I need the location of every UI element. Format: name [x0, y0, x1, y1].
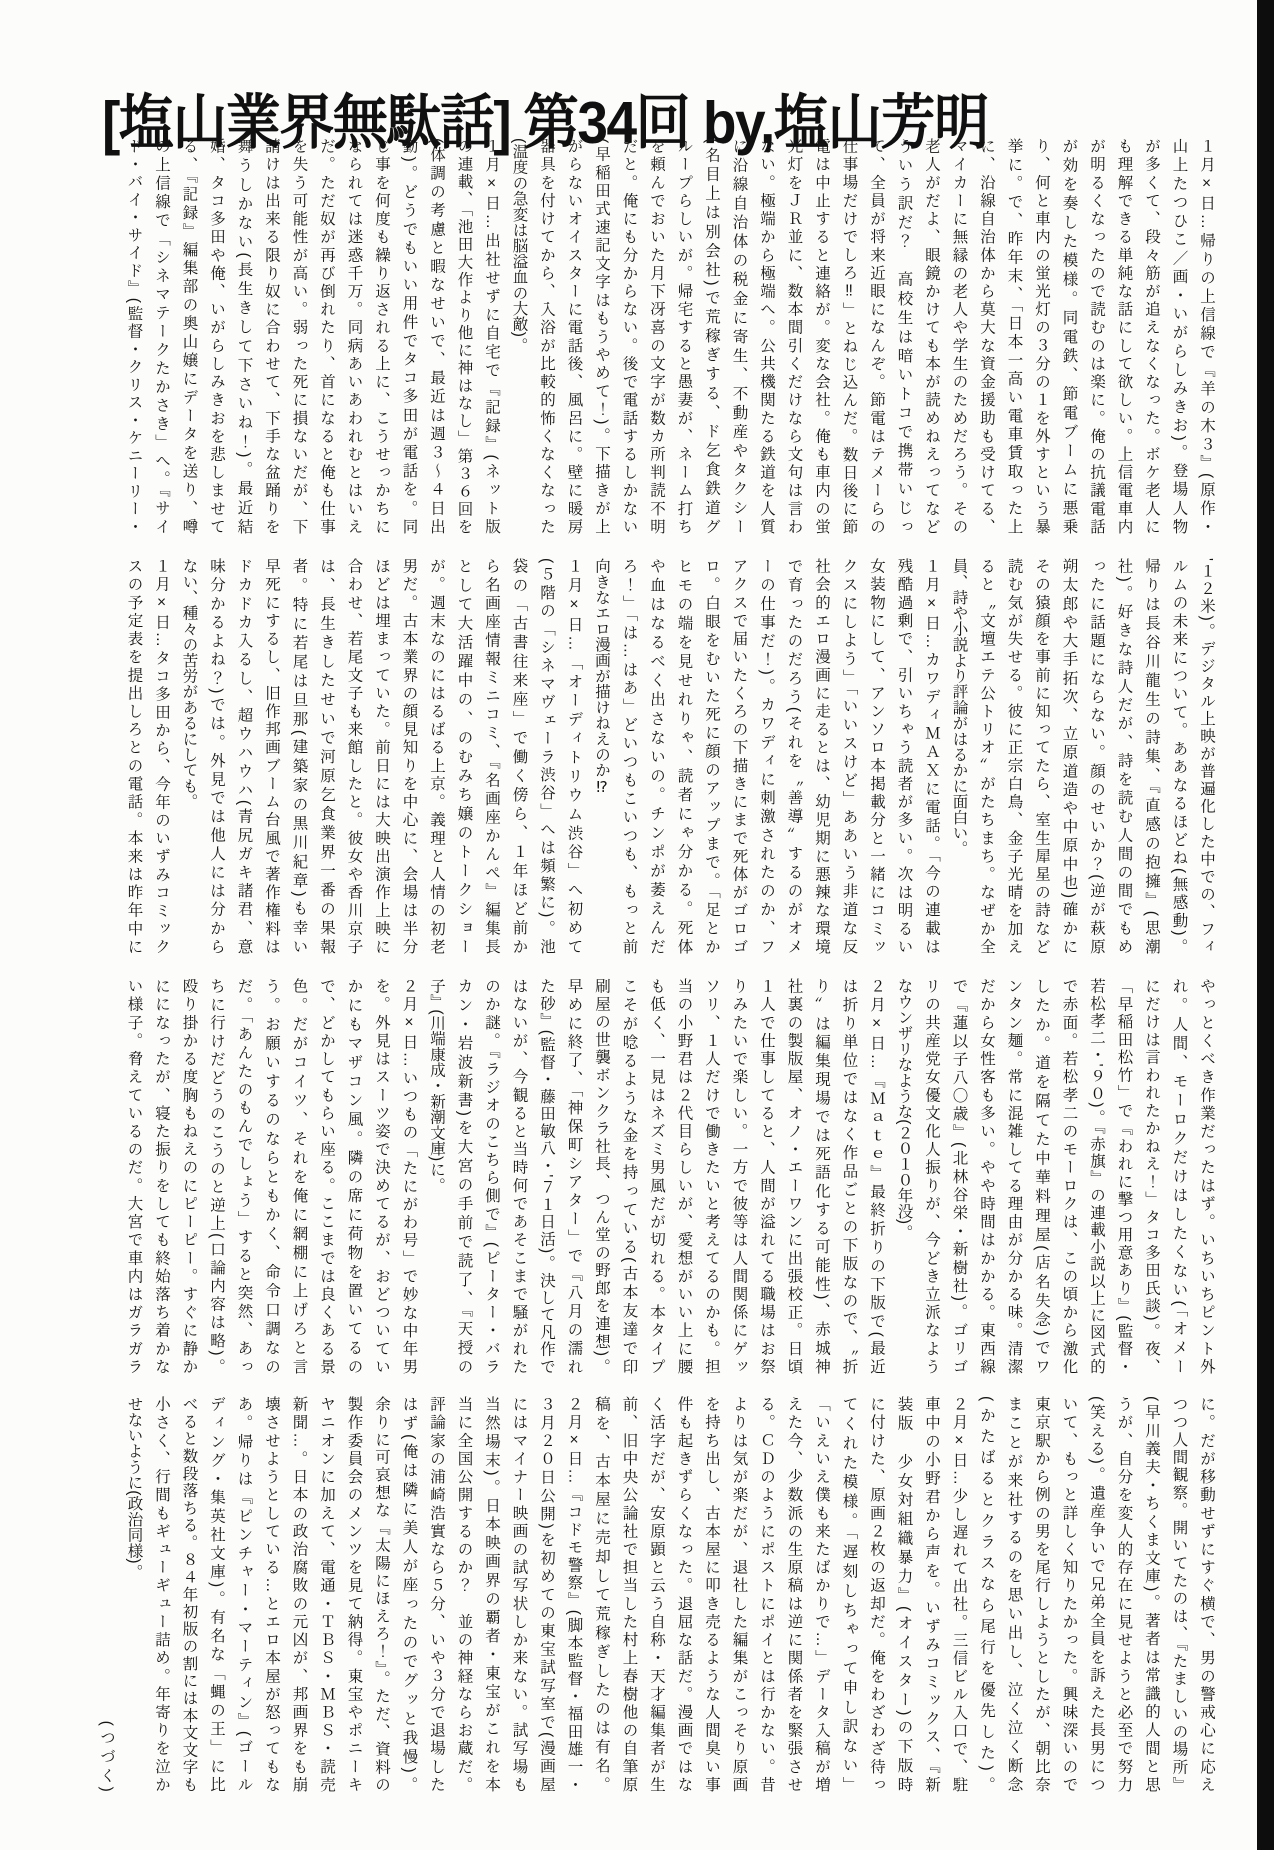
text-column: を持ち出し、古本屋に叩き売るような人間臭い事: [703, 1396, 720, 1792]
text-column: ういう訳だ？ 高校生は暗いトコで携帯いじっ: [895, 138, 913, 534]
text-column: の上信線で「シネマテークたかさき」へ。『サイ: [153, 138, 170, 534]
text-column: く活字だが、安原顕と云う自称・天才編集者が生: [648, 1396, 665, 1792]
text-column: 早めに終了、「神保町シアター」で『八月の濡れ: [565, 978, 583, 1374]
text-column: がらないオイスターに電話後、風呂に。壁に暖房: [565, 138, 583, 534]
text-column: マイカーに無縁の老人や学生のためだろう。その: [950, 138, 968, 534]
text-column: を失う可能性が高い。弱った死に損ないだが、下: [290, 138, 308, 534]
text-column: ると〝文壇エテ公トリオ〟がたちまち。なぜか全: [978, 558, 995, 954]
text-column: ほどは埋まっていた。前日には大映出演作上映に: [373, 558, 390, 954]
text-column: うが、自分を変人的存在に見せようと必至で努力: [1115, 1396, 1133, 1792]
text-column: に、沿線自治体から莫大な資金援助も受けてる、: [978, 138, 995, 534]
text-column: ２月×日…『コドモ警察』(脚本監督・福田雄一・: [565, 1396, 583, 1792]
text-column: は、長生きしたせいで河原乞食業界一番の果報: [318, 558, 335, 954]
text-column: アクスで届いたくろの下描きにまで死体がゴロゴ: [730, 558, 748, 954]
text-column: 前、旧中央公論社で担当した村上春樹他の自筆原: [620, 1396, 638, 1792]
text-column: だ。ただ奴が再び倒れたり、首になると俺も仕事: [318, 138, 335, 534]
text-column: 色。だがコイツ、それを俺に網棚に上げろと言: [290, 978, 308, 1374]
text-column: 読む気が失せる。彼に正宗白鳥、金子光晴を加え: [1005, 558, 1023, 954]
text-band-1: [90, 138, 1220, 534]
text-column: て、全員が将来近眼になんぞ。節電はテメーらの: [868, 138, 885, 534]
text-column: で、どかしてもらい座る。ここまでは良くある景: [318, 978, 335, 1374]
text-column: 舞うしかない(長生きして下さいね！)。最近結: [235, 138, 253, 534]
text-column: 社会的エロ漫画に走るとは、幼児期に悪辣な環境: [813, 558, 830, 954]
text-column: (早稲田式速記文字はもうやめて！)。下描きが上: [593, 138, 610, 534]
text-column: １月×日…タコ多田から、今年のいずみコミック: [153, 558, 170, 954]
text-column: 女装物にして、アンソロ本掲載分と一緒にコミッ: [868, 558, 885, 954]
text-column: 向きなエロ漫画が描けねえのか⁉: [593, 558, 610, 796]
text-column: ルムの未来について。ああなるほどね(無感動)。: [1170, 558, 1188, 954]
text-column: る、『記録』編集部の奥山嬢にデータを送り、噂: [180, 138, 198, 534]
text-column: １月×日…カワディＭＡＸに電話。「今の連載は: [923, 558, 940, 954]
text-column: １人で仕事してると、人間が溢れてる職場はお祭: [758, 978, 775, 1374]
text-column: が明るくなったので読むのは楽に。俺の抗議電話: [1088, 138, 1105, 534]
text-column: 挙に。で、昨年末、「日本一高い電車賃取った上: [1005, 138, 1023, 534]
text-column: 器具を付けてから、入浴が比較的怖くなくなった: [538, 138, 555, 534]
text-column: 当に全国公開するのか？ 並の神経ならお蔵だ。: [455, 1396, 473, 1792]
text-column: 男だ。古本業界の顔見知りを中心に、会場は半分: [400, 558, 418, 954]
text-column: 朔太郎や大手拓次、立原道造や中原中也)確かに: [1060, 558, 1078, 954]
text-column: (早川義夫・ちくま文庫)。著者は常識的人間と思: [1143, 1396, 1160, 1792]
text-column: はないが、今観ると当時何であそこまで騒がれた: [510, 978, 528, 1374]
text-column: 東京駅から例の男を尾行しようとしたが、朝比奈: [1033, 1396, 1050, 1792]
text-column: '１２米)。デジタル上映が普遍化した中での、フィ: [1198, 558, 1215, 954]
text-column: で赤面。若松孝二のモーロクは、この頃から激化: [1060, 978, 1078, 1374]
text-column: 請けは出来る限り奴に合わせて、下手な盆踊りを: [263, 138, 280, 534]
text-column: 装版 少女対組織暴力』(オイスター)の下版時: [895, 1396, 913, 1792]
text-column: (温度の急変は脳溢血の大敵)。: [510, 138, 528, 353]
text-column: が多くて、段々筋が追えなくなった。ボケ老人に: [1143, 138, 1160, 534]
text-column: 「早稲田松竹」で『われに撃つ用意あり』(監督・: [1115, 978, 1133, 1374]
text-column: 老人がだよ、眼鏡かけても本が読めねえってなど: [923, 138, 940, 534]
text-column: 者。特に若尾は旦那(建築家の黒川紀章)も幸い: [290, 558, 308, 954]
text-column: た砂』(監督・藤田敏八・'７１日活)。決して凡作で: [538, 978, 555, 1374]
text-column: 社裏の製版屋、オノ・エーワンに出張校正。日頃: [785, 978, 803, 1374]
text-column: 早死にするし、旧作邦画ブーム台風で著作権料は: [263, 558, 280, 954]
text-column: 件も起きずらくなった。退屈な話だ。漫画ではな: [675, 1396, 693, 1792]
text-column: ループらしいが。帰宅すると愚妻が、ネーム打ち: [675, 138, 693, 534]
text-column: も理解できる単純な話にして欲しい。上信電車内: [1115, 138, 1133, 534]
text-column: べると数段落ちる。８４年初版の割には本文文字も: [180, 1396, 198, 1792]
text-column: にはマイナー映画の試写状しか来ない。試写場も: [510, 1396, 528, 1792]
text-column: (つづく): [98, 1396, 115, 1792]
text-column: を。外見はスーツ姿で決めてるが、おどついてい: [373, 978, 390, 1374]
text-column: だ。「あんたのもんでしょう」すると突然、あっ: [235, 978, 253, 1374]
text-column: 殴り掛かる度胸もねえのにピーピー。すぐに静か: [180, 978, 198, 1374]
text-column: つつ人間観察。開いてたのは、『たましいの場所』: [1170, 1396, 1188, 1792]
text-column: ンタン麺。常に混雑してる理由が分かる味。清潔: [1005, 978, 1023, 1374]
text-column: 車中の小野君から声を。いずみコミックス、『新: [923, 1396, 940, 1792]
text-column: １月×日…「オーディトリウム渋谷」へ初めて: [565, 558, 583, 954]
text-column: ２月×日…少し遅れて出社。三信ビル入口で、駐: [950, 1396, 968, 1792]
text-column: 勤)。どうでもいい用件でタコ多田が電話を。同: [400, 138, 418, 534]
text-column: (体調の考慮と暇なせいで、最近は週３～４日出: [428, 138, 445, 534]
text-column: その猿顔を事前に知ってたら、室生犀星の詩など: [1033, 558, 1050, 954]
text-column: る。ＣＤのようにポストにポイとは行かない。昔: [758, 1396, 775, 1792]
text-column: まことが来社するのを思い出し、泣く泣く断念: [1005, 1396, 1023, 1792]
text-column: 評論家の浦崎浩實なら５分、いや３分で退場した: [428, 1396, 445, 1792]
text-column: よりは気が楽だが、退社した編集がこっそり原画: [730, 1396, 748, 1792]
text-column: ちに行けだどうのこうのと逆上(口論内容は略)。: [208, 978, 225, 1374]
text-column: 社)。好きな詩人だが、詩を読む人間の間でもめ: [1115, 558, 1133, 954]
column-title: [塩山業界無駄話] 第34回 by,塩山芳明: [102, 88, 988, 156]
text-column: したか。道を隔てた中華料理屋(店名失念)でワ: [1033, 978, 1050, 1374]
text-column: 合わせ、若尾文子も来館したと。彼女や香川京子: [345, 558, 363, 954]
text-column: が効を奏した模様。同電鉄、節電ブームに悪乗: [1060, 138, 1078, 534]
text-column: (笑える)。遺産争いで兄弟全員を訴えた長男につ: [1088, 1396, 1105, 1792]
text-column: ったに話題にならない。顔のせいか？(逆が萩原: [1088, 558, 1105, 954]
text-column: 壊させようとしている…とエロ本屋が怒ってもな: [263, 1396, 280, 1792]
text-column: 稿を、古本屋に売却して荒稼ぎしたのは有名。: [593, 1396, 610, 1792]
text-column: クスにしよう」「いいスけど」ああいう非道な反: [840, 558, 858, 954]
text-column: ド・バイ・サイド』(監督・クリス・ケニーリー・: [125, 138, 143, 534]
text-column: 光灯をＪＲ並に、数本間引くだけなら文句は言わ: [785, 138, 803, 534]
text-column: こそが唸るような金を持っている(古本友達で印: [620, 978, 638, 1374]
text-column: ２月×日…『Ｍａｔｅ』最終折りの下版で(最近: [868, 978, 885, 1374]
text-column: 小さく、行間もギューギュー詰め。年寄りを泣か: [153, 1396, 170, 1792]
text-column: や血はなるべく出さないの。チンポが萎えんだ: [648, 558, 665, 954]
text-column: ない。極端から極端へ。公共機関たる鉄道を人質: [758, 138, 775, 534]
text-column: じ事を何度も繰り返される上に、こうせっかちに: [373, 138, 390, 534]
text-column: ソリ、１人だけで働きたいと考えてるのかも。担: [703, 978, 720, 1374]
text-column: を頼んでおいた月下冴喜の文字が数カ所判読不明: [648, 138, 665, 534]
text-column: ーの仕事だ！)。カワディに刺激されたのか、フ: [758, 558, 775, 954]
text-column: にになったが、寝た振りをしても終始落ち着かな: [153, 978, 170, 1374]
text-column: に沿線自治体の税金に寄生、不動産やタクシー: [730, 138, 748, 534]
text-column: スの予定表を提出しろとの電話。本来は昨年中に: [125, 558, 143, 954]
text-column: に。だが移動せずにすぐ横で、男の警戒心に応え: [1198, 1396, 1215, 1792]
text-column: 残酷過剰で、引いちゃう読者が多い。次は明るい: [895, 558, 913, 954]
scan-edge-bar: [1257, 0, 1274, 1850]
text-column: れ。人間、モーロクだけはしたくない(「オメー: [1170, 978, 1188, 1374]
text-column: １月×日…帰りの上信線で『羊の木３』(原作・: [1198, 138, 1215, 534]
text-column: 製作委員会のメンツを見て納得。東宝やポニーキ: [345, 1396, 363, 1792]
text-column: で『蓮以子八〇歳』(北林谷栄・新樹社)。ゴリゴ: [950, 978, 968, 1374]
text-column: 当の小野君は２代目らしいが、愛想がいい上に腰: [675, 978, 693, 1374]
text-column: ヒモの端を見せれりゃ、読者にゃ分かる。死体: [675, 558, 693, 954]
text-column: 電は中止すると連絡が。変な会社。俺も車内の蛍: [813, 138, 830, 534]
text-column: 員、詩や小説より評論がはるかに面白い。: [950, 558, 968, 857]
text-column: (かたばるとクラスなら尾行を優先した)。: [978, 1396, 995, 1792]
text-column: 袋の「古書往来座」で働く傍ら、１年ほど前か: [510, 558, 528, 954]
text-column: 婚、タコ多田や俺、いがらしみきおを悲しませて: [208, 138, 225, 534]
text-column: 「いえいえ僕も来たばかりで…」データ入稿が増: [813, 1396, 830, 1792]
text-column: １月×日…出社せずに自宅で『記録』(ネット版: [483, 138, 500, 534]
text-column: ロ。白眼をむいた死に顔のアップまで。「足とか: [703, 558, 720, 954]
text-column: なられては迷惑千万。同病あいあわれむとはいえ: [345, 138, 363, 534]
text-column: 刷屋の世襲ボンクラ社長、つん堂の野郎を連想)。: [593, 978, 610, 1374]
text-column: ２月×日…いつもの「たにがわ号」で妙な中年男: [400, 978, 418, 1374]
text-column: えた今、少数派の生原稿は逆に関係者を緊張させ: [785, 1396, 803, 1792]
text-band-3: [90, 978, 1220, 1374]
text-column: 味分かるよね？)では。外見では他人には分から: [208, 558, 225, 954]
text-column: (５階の「シネマヴェーラ渋谷」へは頻繁に)。池: [538, 558, 555, 954]
text-column: 仕事場だけでしろ‼」とねじ込んだ。数日後に節: [840, 138, 858, 534]
text-column: 子』(川端康成・新潮文庫)に。: [428, 978, 445, 1193]
text-column: 若松孝二・'９０)。『赤旗』の連載小説以上に図式的: [1088, 978, 1105, 1374]
text-column: なウンザリなような(２０１０年没)。: [895, 978, 913, 1240]
text-column: り〟は編集現場では死語化する可能性)、赤城神: [813, 978, 830, 1374]
text-column: (名目上は別会社)で荒稼ぎする、ド乞食鉄道グ: [703, 138, 720, 534]
text-column: 帰りは長谷川龍生の詩集、『直感の抱擁』(思潮: [1143, 558, 1160, 954]
text-column: 新聞…。日本の政治腐敗の元凶が、邦画界をも崩: [290, 1396, 308, 1792]
text-column: かにもマザコン風。隣の席に荷物を置いてるの: [345, 978, 363, 1374]
text-column: で育ったのだろう(それを〝善導〟するのがオメ: [785, 558, 803, 954]
text-column: はず(俺は隣に美人が座ったのでグッと我慢)。: [400, 1396, 418, 1792]
text-band-4: [90, 1396, 1220, 1792]
text-column: として大活躍中の、のむみち嬢のトークショー: [455, 558, 473, 954]
text-column: に付けた、原画２枚の返却だ。俺をわざわざ待っ: [868, 1396, 885, 1792]
text-column: ら名画座情報ミニコミ、『名画座かんぺ』編集長: [483, 558, 500, 954]
text-column: ない、種々の苦労があるにしても。: [180, 558, 198, 810]
text-column: てくれた模様。「遅刻しちゃって申し訳ない」: [840, 1396, 858, 1792]
text-column: だから女性客も多い。やや時間はかかる。東西線: [978, 978, 995, 1374]
text-column: ディング・集英社文庫)。有名な「蝿の王」に比: [208, 1396, 225, 1792]
text-column: のか謎。『ラジオのこちら側で』(ピーター・バラ: [483, 978, 500, 1374]
text-column: ろ！」「は…はあ」どいつもこいつも、もっと前: [620, 558, 638, 954]
text-column: 余りに可哀想な『太陽にほえろ！』。ただ、資料の: [373, 1396, 390, 1792]
text-column: にだけは言われたかねえ！」タコ多田氏談)。夜、: [1143, 978, 1160, 1374]
text-column: ドカドカ入るし、超ウハウハ(青尻ガキ諸君、意: [235, 558, 253, 954]
text-column: も低く、一見はネズミ男風だが切れる。本タイプ: [648, 978, 665, 1374]
text-column: いて、もっと詳しく知りたかった。興味深いので: [1060, 1396, 1078, 1792]
text-column: 山上たつひこ／画・いがらしみきお)。登場人物: [1170, 138, 1188, 534]
text-column: りみたいで楽しい。一方で彼等は人間関係にゲッ: [730, 978, 748, 1374]
text-column: 当然場末)。日本映画界の覇者・東宝がこれを本: [483, 1396, 500, 1792]
text-column: カン・岩波新書)を大宮の手前で読了、『天授の: [455, 978, 473, 1374]
text-column: い様子。脅えているのだ。大宮で車内はガラガラ: [125, 978, 143, 1374]
text-band-2: [90, 558, 1220, 954]
text-column: あ。帰りは『ピンチャー・マーティン』(ゴール: [235, 1396, 253, 1792]
text-column: ３月２０日公開)を初めての東宝試写室で(漫画屋: [538, 1396, 555, 1792]
text-column: やっとくべき作業だったはず。いちいちピント外: [1198, 978, 1215, 1374]
text-column: の連載、「池田大作より他に神はなし」第３６回を: [455, 138, 473, 534]
text-column: せないように(政治同様)。: [125, 1396, 143, 1580]
text-column: う。お願いするのならともかく、命令口調なの: [263, 978, 280, 1374]
text-column: り、何と車内の蛍光灯の３分の１を外すという暴: [1033, 138, 1050, 534]
text-column: は折り単位ではなく作品ごとの下版なので、〝折: [840, 978, 858, 1374]
text-column: だと。俺にも分からない。後で電話するしかない: [620, 138, 638, 534]
text-column: ヤニオンに加えて、電通・ＴＢＳ・ＭＢＳ・読売: [318, 1396, 335, 1792]
text-column: リの共産党女優文化人振りが、今どき立派なよう: [923, 978, 940, 1374]
text-column: が。週末なのにはるばる上京。義理と人情の初老: [428, 558, 445, 954]
